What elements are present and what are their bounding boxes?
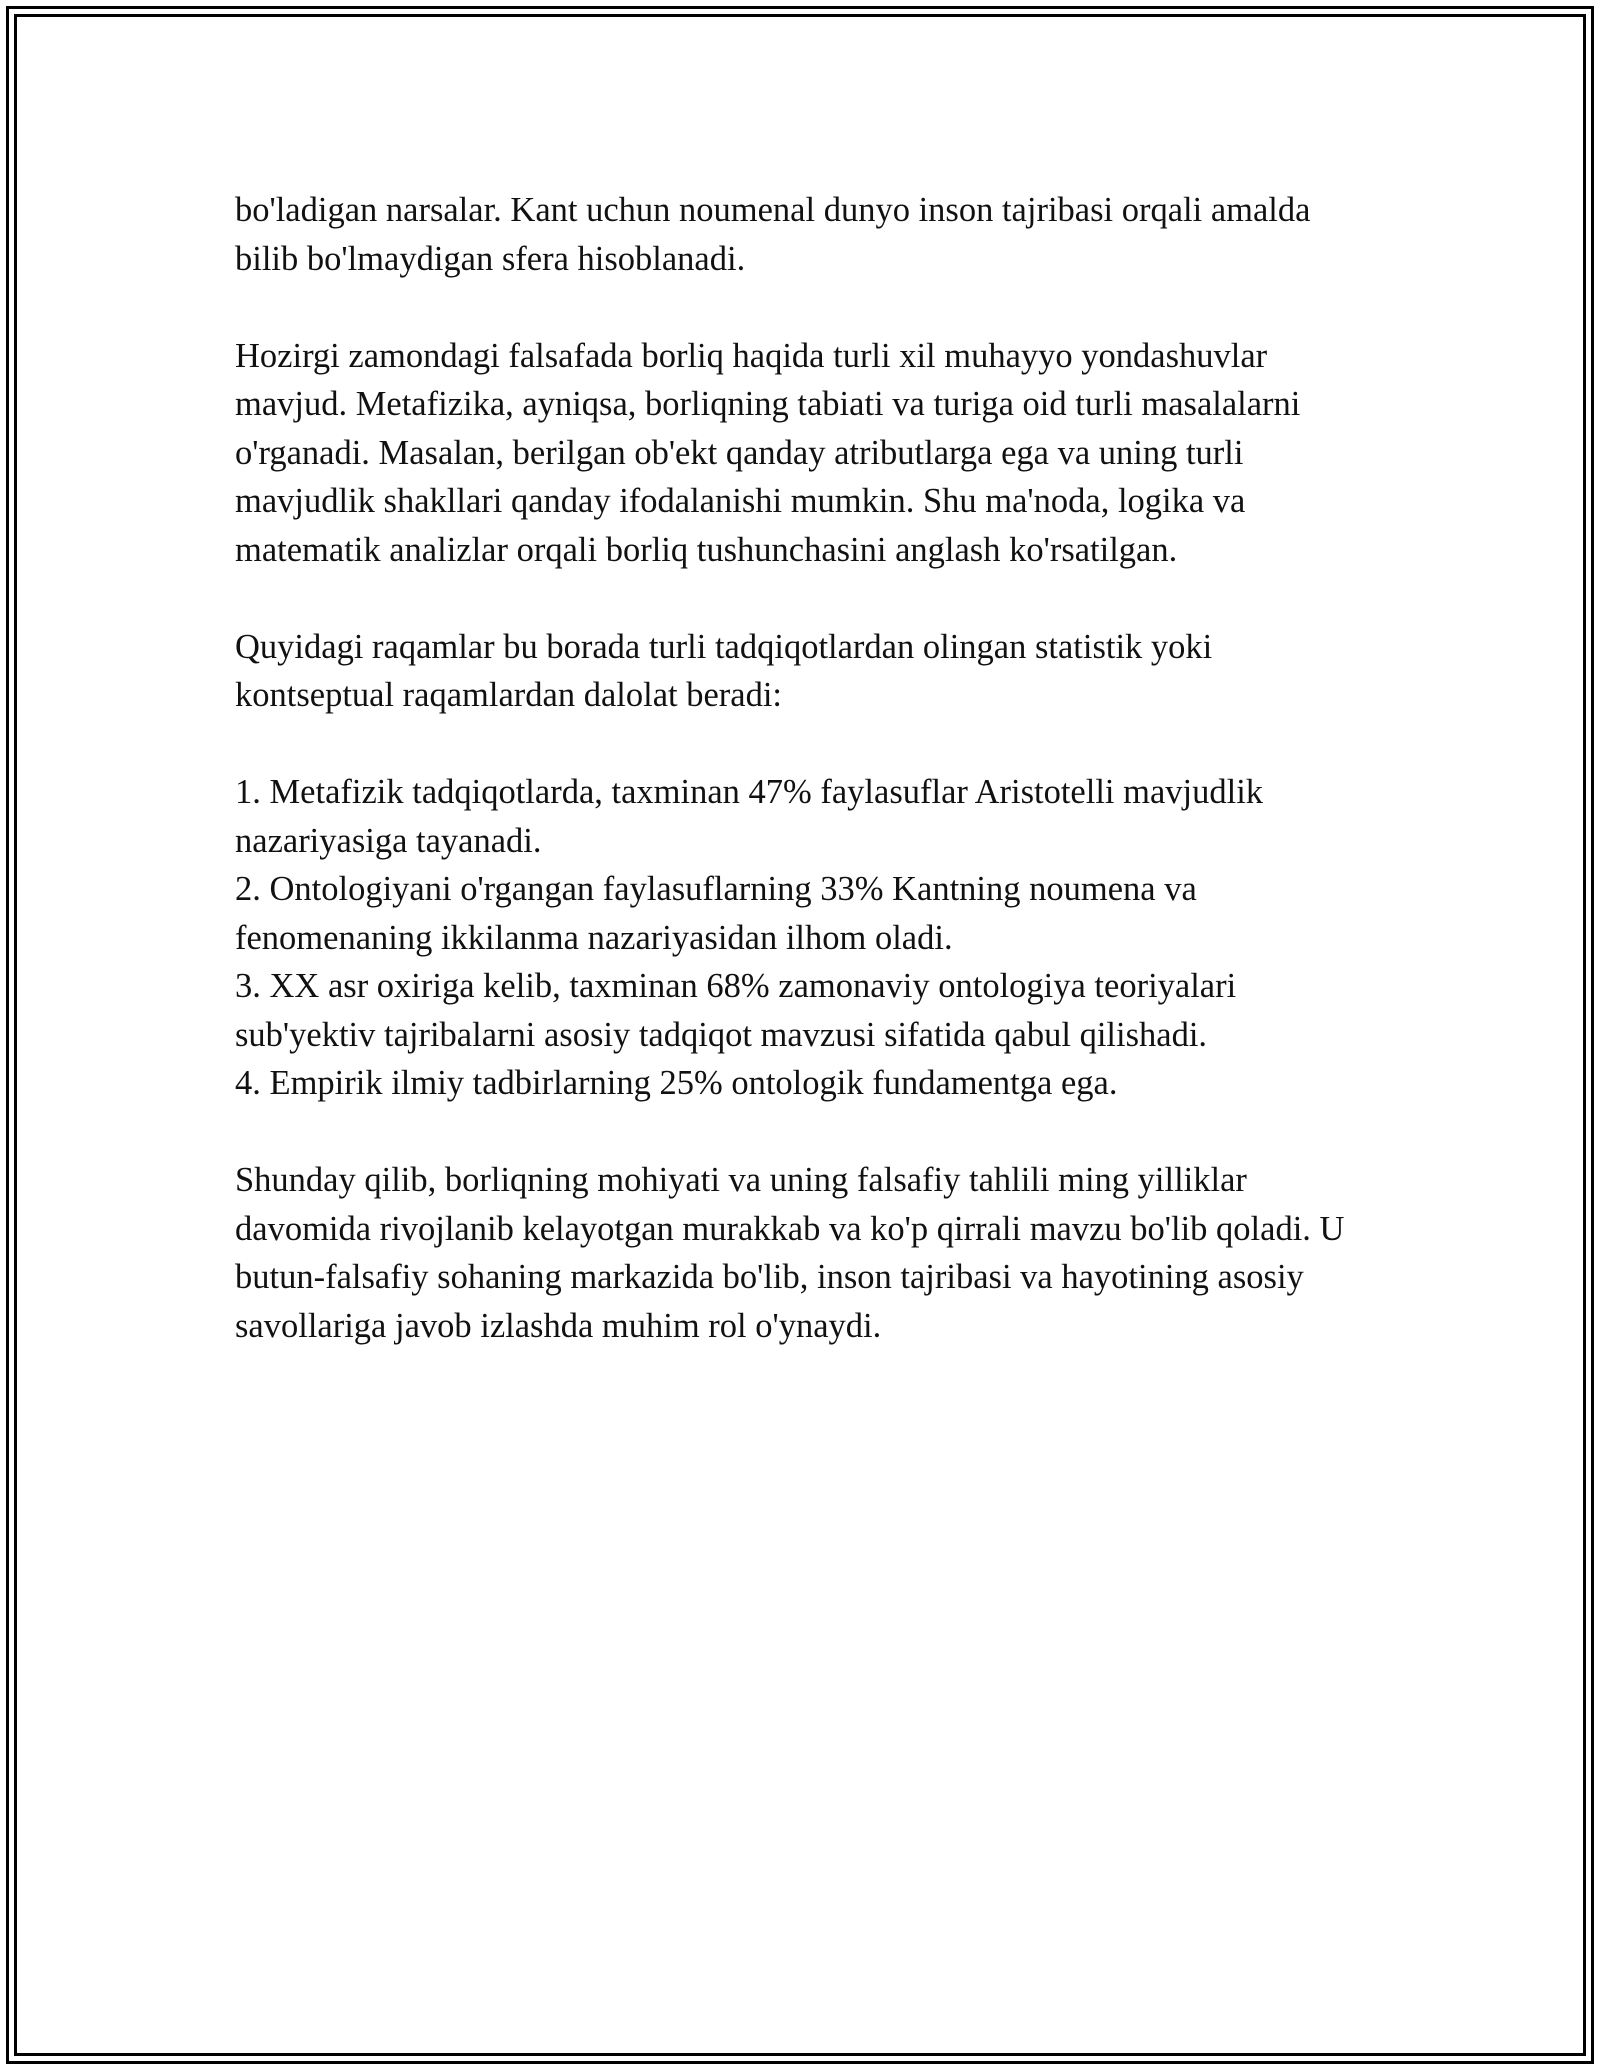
paragraph-modern-philosophy: Hozirgi zamondagi falsafada borliq haqida turli xil muhayyo yondashuvlar mavjud. Metafizika, ayniqsa, borliqning tabiati va turiga oid turli masalalarni o'rganadi. Masalan, berilgan ob'ekt qanday atributlarga ega va uning turli mavjudlik shakllari qanday ifodalanishi mumkin. Shu ma'noda, logika va matematik analizlar orqali borliq tushunchasini anglash ko'rsatilgan. bbox=[235, 336, 1301, 569]
document-body bbox=[235, 186, 1365, 1399]
list-item: 3. XX asr oxiriga kelib, taxminan 68% zamonaviy ontologiya teoriyalari sub'yektiv tajribalarni asosiy tadqiqot mavzusi sifatida qabul qilishadi. bbox=[235, 967, 1237, 1054]
paragraph-kant-noumenal: bo'ladigan narsalar. Kant uchun noumenal dunyo inson tajribasi orqali amalda bilib bo'lmaydigan sfera hisoblanadi. bbox=[235, 191, 1311, 278]
list-item: 1. Metafizik tadqiqotlarda, taxminan 47% faylasuflar Aristotelli mavjudlik nazariyasiga tayanadi. bbox=[235, 773, 1264, 860]
list-item: 4. Empirik ilmiy tadbirlarning 25% ontologik fundamentga ega. bbox=[235, 1064, 1118, 1102]
statistics-list bbox=[235, 768, 1365, 1108]
list-item: 2. Ontologiyani o'rgangan faylasuflarning 33% Kantning noumena va fenomenaning ikkilanma nazariyasidan ilhom oladi. bbox=[235, 870, 1197, 957]
paragraph-conclusion: Shunday qilib, borliqning mohiyati va uning falsafiy tahlili ming yilliklar davomida rivojlanib kelayotgan murakkab va ko'p qirrali mavzu bo'lib qoladi. U butun-falsafiy sohaning markazida bo'lib, inson tajribasi va hayotining asosiy savollariga javob izlashda muhim rol o'ynaydi. bbox=[235, 1161, 1345, 1345]
paragraph-statistics-intro: Quyidagi raqamlar bu borada turli tadqiqotlardan olingan statistik yoki kontseptual raqamlardan dalolat beradi: bbox=[235, 627, 1213, 714]
